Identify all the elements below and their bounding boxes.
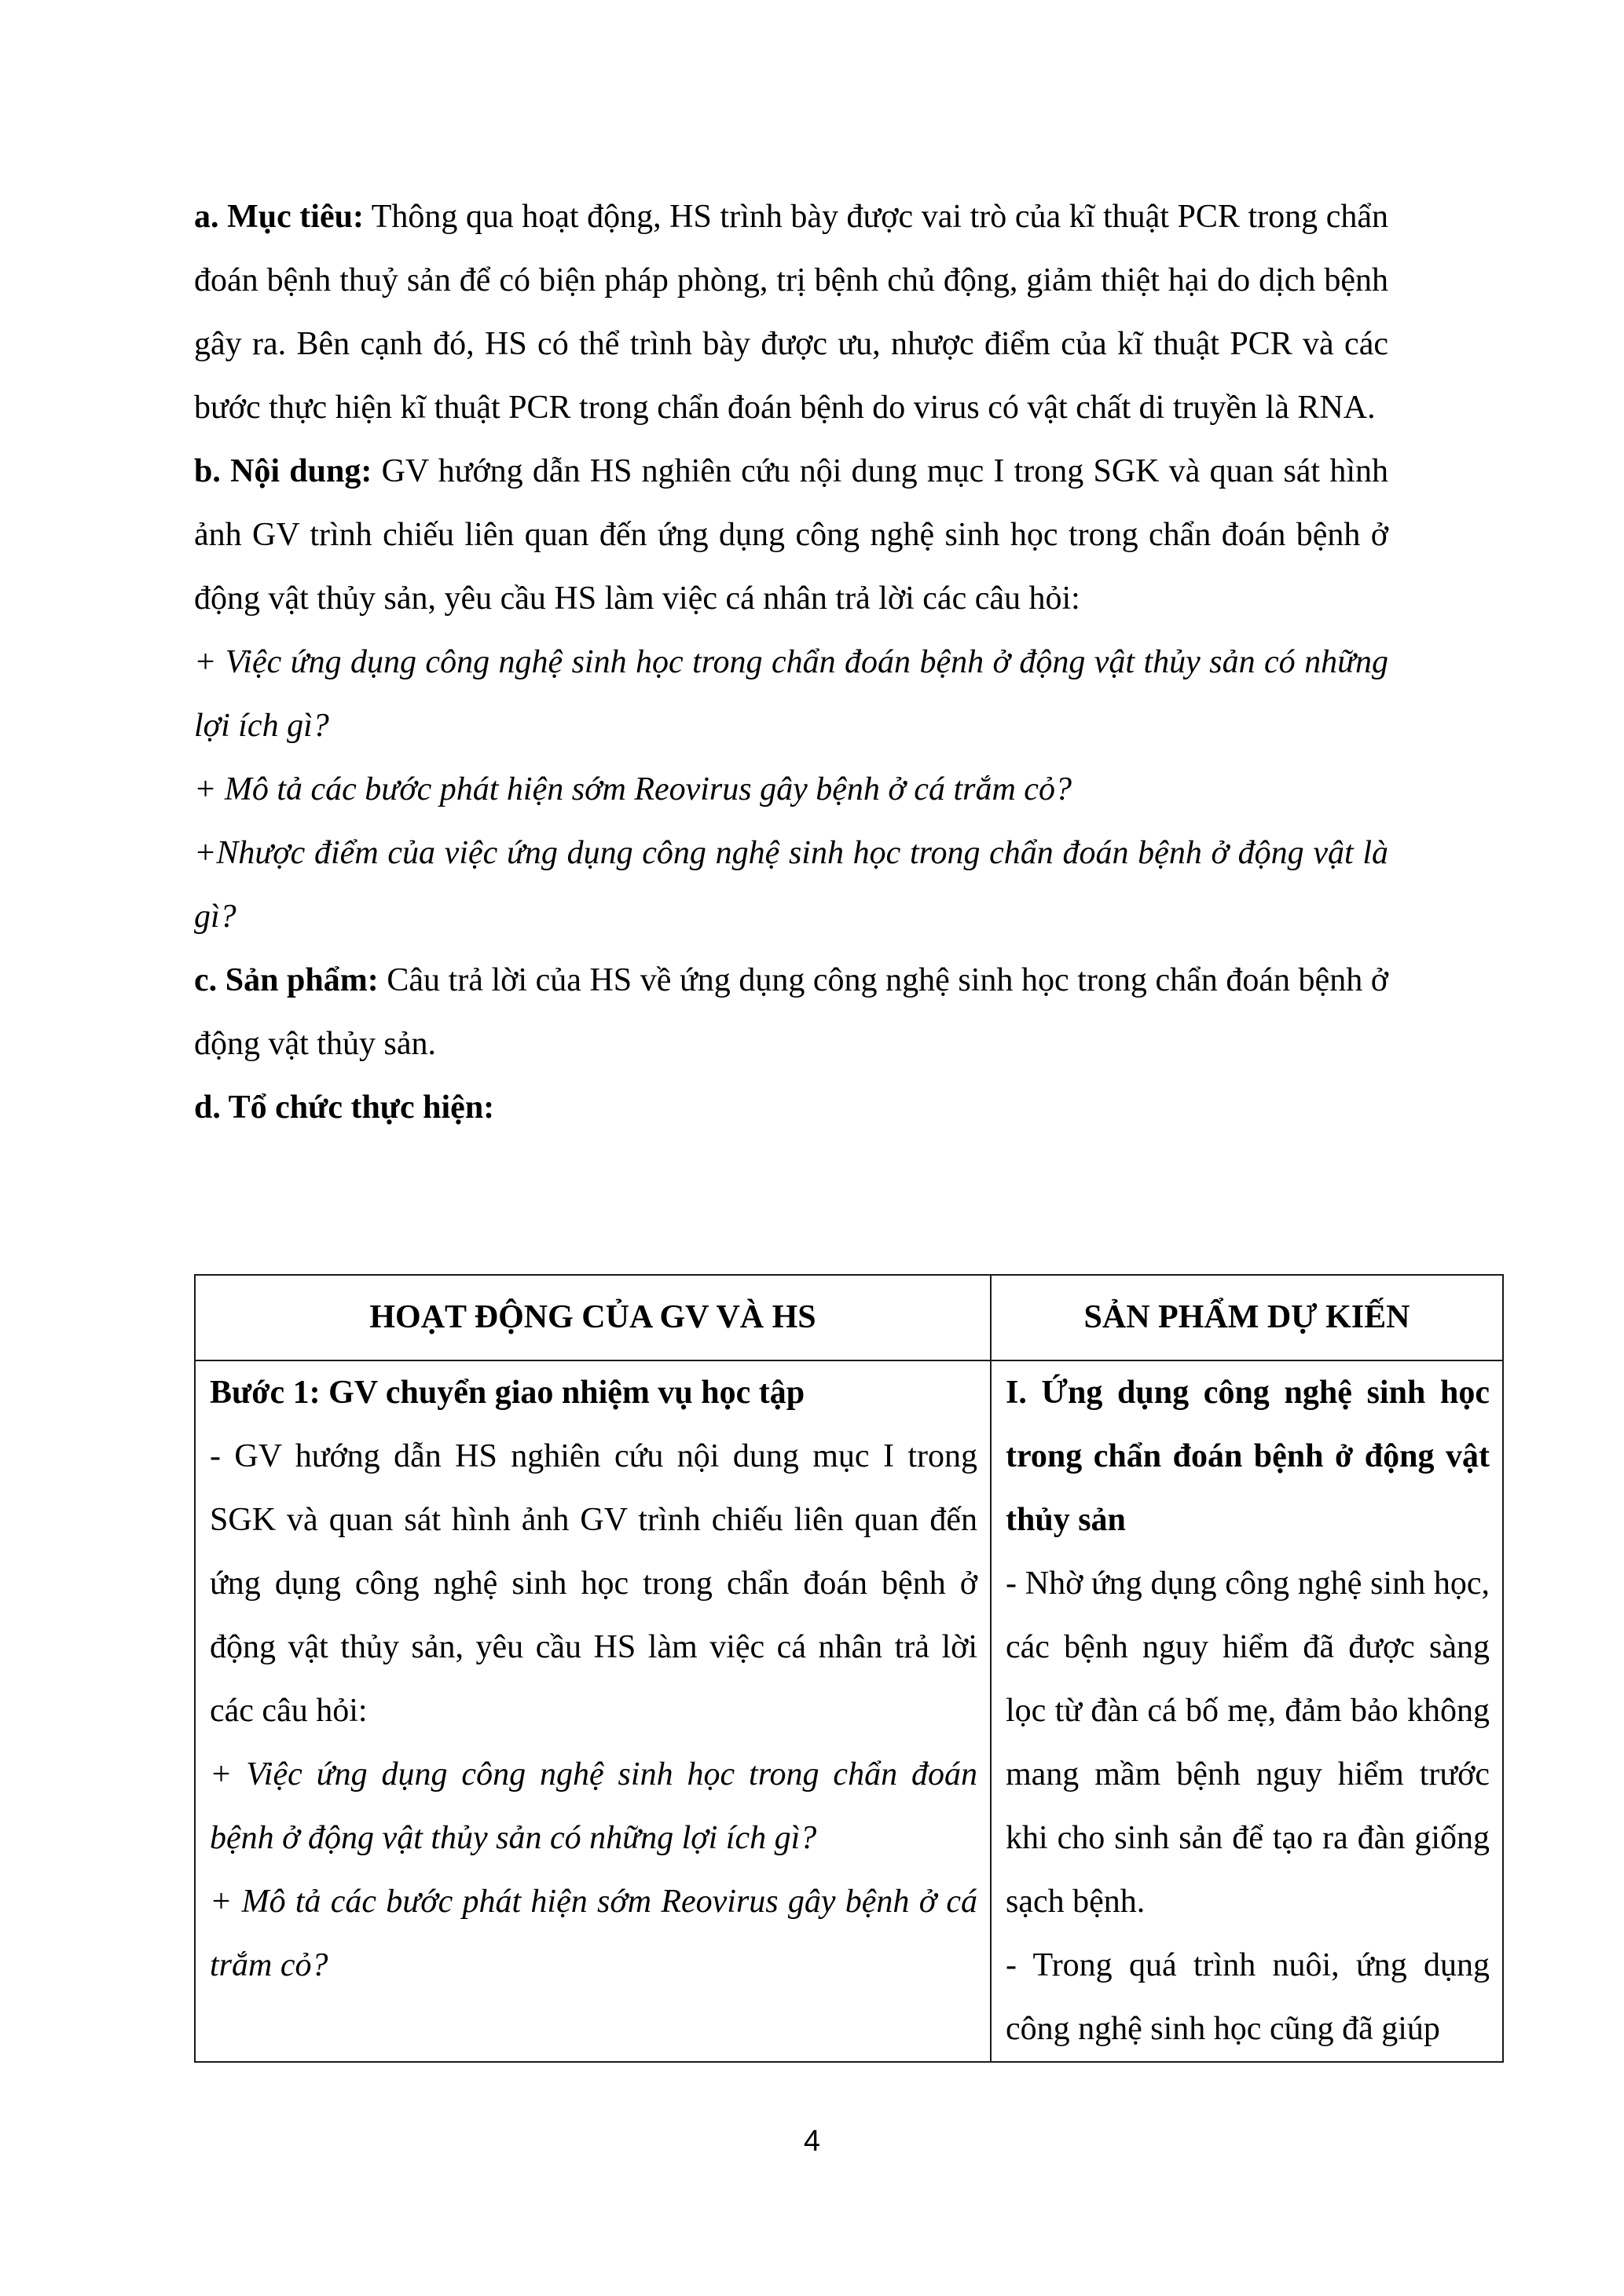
product-heading: I. Ứng dụng công nghệ sinh học trong chẩn đoán bệnh ở động vật thủy sản [1006,1375,1490,1538]
page-number: 4 [803,2125,821,2158]
step-instruction: - GV hướng dẫn HS nghiên cứu nội dung mục I trong SGK và quan sát hình ảnh GV trình chiếu liên quan đến ứng dụng công nghệ sinh học trong chẩn đoán bệnh ở động vật thủy sản, yêu cầu HS làm việc cá nhân trả lời các câu hỏi: [210,1438,977,1729]
product-point: - Trong quá trình nuôi, ứng dụng công nghệ sinh học cũng đã giúp [1006,1947,1490,2047]
header-expected-products: SẢN PHẨM DỰ KIẾN [991,1275,1503,1360]
document-body [194,185,1388,1140]
table-row [195,1360,1503,2062]
question-item: + Việc ứng dụng công nghệ sinh học trong chẩn đoán bệnh ở động vật thủy sản có những lợi ích gì? [194,644,1388,744]
section-label: b. Nội dung: [194,453,372,489]
section-text: GV hướng dẫn HS nghiên cứu nội dung mục I trong SGK và quan sát hình ảnh GV trình chiếu liên quan đến ứng dụng công nghệ sinh học trong chẩn đoán bệnh ở động vật thủy sản, yêu cầu HS làm việc cá nhân trả lời các câu hỏi: [194,453,1388,617]
question-item: + Mô tả các bước phát hiện sớm Reovirus gây bệnh ở cá trắm cỏ? [194,771,1072,807]
product-point: - Nhờ ứng dụng công nghệ sinh học, các bệnh nguy hiểm đã được sàng lọc từ đàn cá bố mẹ, đảm bảo không mang mầm bệnh nguy hiểm trước khi cho sinh sản để tạo ra đàn giống sạch bệnh. [1006,1565,1490,1920]
section-label: d. Tổ chức thực hiện: [194,1089,495,1126]
section-label: a. Mục tiêu: [194,199,364,235]
section-san-pham [194,949,1388,1076]
table-header-row [195,1275,1503,1360]
section-muc-tieu [194,185,1388,440]
products-cell [991,1360,1503,2062]
step-title: Bước 1: GV chuyển giao nhiệm vụ học tập [210,1375,805,1411]
section-text: Thông qua hoạt động, HS trình bày được vai trò của kĩ thuật PCR trong chẩn đoán bệnh thuỷ sản để có biện pháp phòng, trị bệnh chủ động, giảm thiệt hại do dịch bệnh gây ra. Bên cạnh đó, HS có thể trình bày được ưu, nhược điểm của kĩ thuật PCR và các bước thực hiện kĩ thuật PCR trong chẩn đoán bệnh do virus có vật chất di truyền là RNA. [194,199,1388,426]
section-text: Câu trả lời của HS về ứng dụng công nghệ sinh học trong chẩn đoán bệnh ở động vật thủy sản. [194,962,1388,1062]
activity-table [194,1274,1504,2063]
activities-cell [195,1360,991,2062]
question-item: +Nhược điểm của việc ứng dụng công nghệ sinh học trong chẩn đoán bệnh ở động vật là gì? [194,835,1388,935]
question-item: + Việc ứng dụng công nghệ sinh học trong chẩn đoán bệnh ở động vật thủy sản có những lợi ích gì? [210,1756,977,1856]
section-label: c. Sản phẩm: [194,962,379,998]
section-to-chuc [194,1076,1388,1140]
question-item: + Mô tả các bước phát hiện sớm Reovirus gây bệnh ở cá trắm cỏ? [210,1884,977,1983]
section-noi-dung [194,440,1388,631]
header-activities: HOẠT ĐỘNG CỦA GV VÀ HS [195,1275,991,1360]
